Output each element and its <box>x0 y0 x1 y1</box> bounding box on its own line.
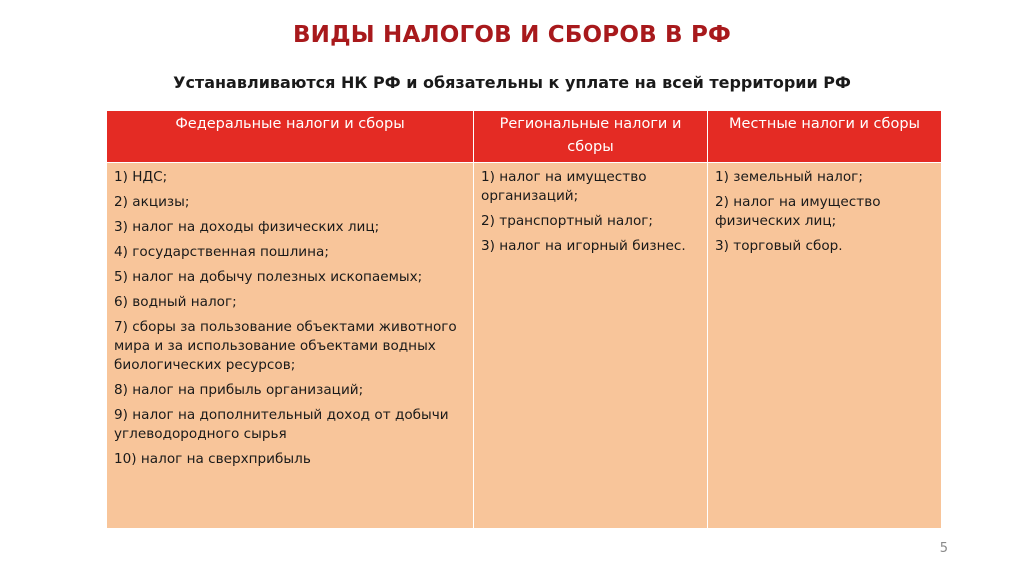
list-item: 8) налог на прибыль организаций; <box>114 382 364 398</box>
regional-taxes-cell <box>474 162 708 528</box>
list-item: 9) налог на дополнительный доход от добычи углеводородного сырья <box>114 407 449 442</box>
header-federal: Федеральные налоги и сборы <box>107 111 474 162</box>
list-item: 2) налог на имущество физических лиц; <box>715 194 881 229</box>
list-item: 3) налог на доходы физических лиц; <box>114 219 380 235</box>
header-regional: Региональные налоги и сборы <box>474 111 708 162</box>
list-item: 4) государственная пошлина; <box>114 244 329 260</box>
list-item: 5) налог на добычу полезных ископаемых; <box>114 269 423 285</box>
header-local: Местные налоги и сборы <box>708 111 941 162</box>
list-item: 1) налог на имущество организаций; <box>481 169 647 204</box>
page-subtitle: Устанавливаются НК РФ и обязательны к уплате на всей территории РФ <box>173 73 851 92</box>
page-title: ВИДЫ НАЛОГОВ И СБОРОВ В РФ <box>292 22 732 48</box>
list-item: 3) налог на игорный бизнес. <box>481 238 686 254</box>
local-taxes-cell <box>708 162 941 528</box>
list-item: 7) сборы за пользование объектами животного мира и за использование объектами водных биологических ресурсов; <box>114 319 457 373</box>
list-item: 3) торговый сбор. <box>715 238 843 254</box>
list-item: 1) НДС; <box>114 169 168 185</box>
list-item: 1) земельный налог; <box>715 169 863 185</box>
list-item: 2) транспортный налог; <box>481 213 653 229</box>
list-item: 2) акцизы; <box>114 194 190 210</box>
page-number: 5 <box>939 541 948 556</box>
list-item: 6) водный налог; <box>114 294 237 310</box>
tax-types-table <box>107 111 941 528</box>
list-item: 10) налог на сверхприбыль <box>114 451 311 467</box>
federal-taxes-cell <box>107 162 474 528</box>
